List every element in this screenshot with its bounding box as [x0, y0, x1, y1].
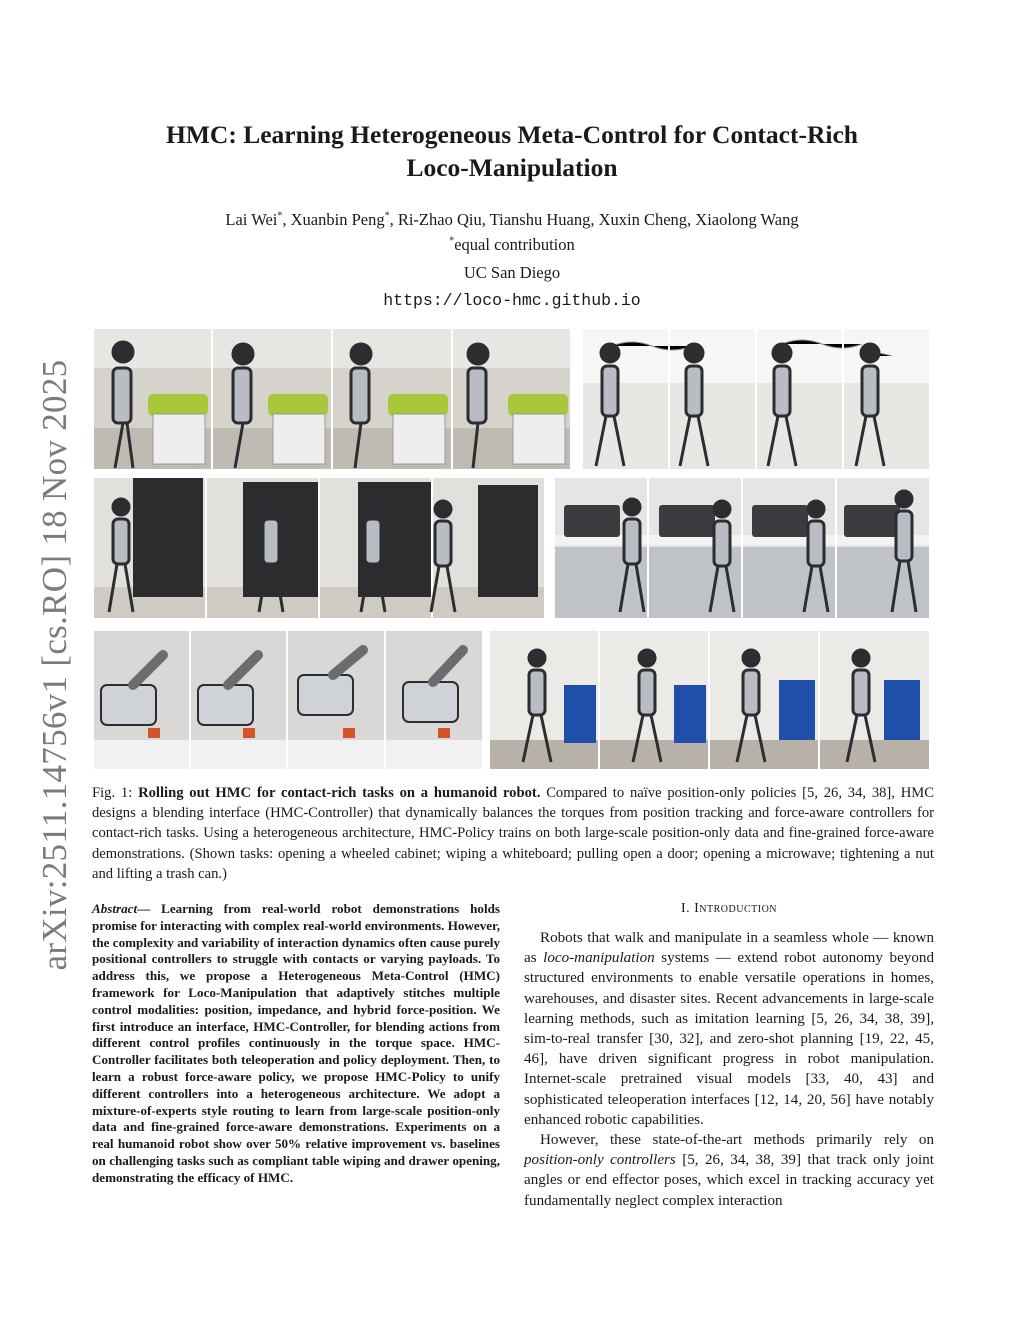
figure-panel-trash-can	[489, 630, 930, 770]
p2-after: [5, 26, 34, 38, 39] that track only joint angles or end effector poses, which excel in tracking accuracy yet fundamentally neglect complex interaction	[524, 1152, 934, 1209]
intro-paragraph-2	[524, 1130, 934, 1211]
intro-paragraph-1	[524, 928, 934, 1130]
introduction-body	[524, 928, 934, 1211]
caption-text: Compared to naïve position-only policies [5, 26, 34, 38], HMC designs a blending interface (HMC-Controller) that dynamically balances the torques from position tracking and force-aware controllers for contact-rich tasks. Using a heterogeneous architecture, HMC-Policy trains on both large-scale position-only data and fine-grained force-aware demonstrations. (Shown tasks: opening a wheeled cabinet; wiping a whiteboard; pulling open a door; opening a microwave; tightening a nut and lifting a trash can.)	[92, 785, 934, 882]
author-2: Xuanbin Peng	[290, 210, 385, 229]
figure-panel-cabinet	[93, 328, 571, 470]
project-url-link[interactable]: https://loco-hmc.github.io	[383, 291, 641, 310]
equal-mark-1: *	[277, 210, 283, 222]
equal-contribution-text: equal contribution	[454, 235, 575, 254]
paper-title	[100, 118, 924, 184]
figure-caption	[92, 783, 934, 884]
author-1: Lai Wei	[225, 210, 278, 229]
caption-bold: Rolling out HMC for contact-rich tasks on a humanoid robot.	[138, 785, 541, 801]
author-list: Lai Wei*, Xuanbin Peng*, Ri-Zhao Qiu, Tianshu Huang, Xuxin Cheng, Xiaolong Wang	[225, 210, 799, 229]
figure-panel-microwave	[554, 477, 930, 619]
equal-mark-2: *	[384, 210, 390, 222]
p1-after: systems — extend robot autonomy beyond structured environments to enable versatile operations in homes, warehouses, and disaster sites. Recent advancements in large-scale learning methods, such as imitation learning [5, 26, 34, 38, 39], sim-to-real transfer [30, 32], and zero-shot planning [19, 22, 45, 46], have driven significant progress in robot manipulation. Internet-scale pretrained visual models [33, 40, 43] and sophisticated teleoperation interfaces [12, 14, 20, 56] have notably enhanced robotic capabilities.	[524, 950, 934, 1128]
title-line-1: HMC: Learning Heterogeneous Meta-Control for Contact-Rich	[166, 120, 858, 149]
section-number: I.	[680, 901, 691, 916]
figure-panel-door	[93, 477, 545, 619]
other-authors: Ri-Zhao Qiu, Tianshu Huang, Xuxin Cheng, Xiaolong Wang	[397, 210, 799, 229]
abstract-label: Abstract	[92, 901, 138, 916]
equal-mark-3: *	[449, 235, 455, 247]
p2-before: However, these state-of-the-art methods primarily rely on	[540, 1132, 934, 1149]
abstract: Abstract— Learning from real-world robot demonstrations holds promise for interacting with complex real-world environments. However, the complexity and variability of interaction dynamics often cause purely positional controllers to struggle with contacts or varying payloads. To address this, we propose a Heterogeneous Meta-Control (HMC) framework for Loco-Manipulation that adaptively stitches multiple control modalities: position, impedance, and hybrid force-position. We first introduce an interface, HMC-Controller, for blending actions from different control profiles continuously in the torque space. HMC-Controller facilitates both teleoperation and policy deployment. Then, to learn a robust force-aware policy, we propose HMC-Policy to unify different controllers into a heterogeneous architecture. We adopt a mixture-of-experts style routing to learn from large-scale position-only data and fine-grained force-aware demonstrations. Experiments on a real humanoid robot show over 50% relative improvement vs. baselines on challenging tasks such as compliant table wiping and drawer opening, demonstrating the efficacy of HMC.	[92, 901, 500, 1185]
section-title: Introduction	[694, 901, 778, 916]
p1-before: Robots that walk and manipulate in a seamless whole — known as	[524, 930, 934, 967]
affiliation: UC San Diego	[463, 263, 561, 282]
figure-panel-nut	[93, 630, 483, 770]
equal-contribution-note	[100, 235, 924, 255]
arxiv-side-identifier: arXiv:2511.14756v1 [cs.RO] 18 Nov 2025	[35, 359, 74, 971]
title-line-2: Loco-Manipulation	[406, 153, 618, 182]
p1-italic: loco-manipulation	[543, 950, 655, 967]
caption-label: Fig. 1:	[92, 785, 133, 801]
figure-panel-whiteboard	[582, 328, 930, 470]
abstract-text: Learning from real-world robot demonstrations holds promise for interacting with complex real-world environments. However, the complexity and variability of interaction dynamics often cause purely positional controllers to struggle with contacts or varying payloads. To address this, we propose a Heterogeneous Meta-Control (HMC) framework for Loco-Manipulation that adaptively stitches multiple control modalities: position, impedance, and hybrid force-position. We first introduce an interface, HMC-Controller, for blending actions from different control profiles continuously in the torque space. HMC-Controller facilitates both teleoperation and policy deployment. Then, to learn a robust force-aware policy, we propose HMC-Policy to unify different controllers into a heterogeneous architecture. We adopt a mixture-of-experts style routing to learn from large-scale position-only data and fine-grained force-aware demonstrations. Experiments on a real humanoid robot show over 50% relative improvement vs. baselines on challenging tasks such as compliant table wiping and drawer opening, demonstrating the efficacy of HMC.	[92, 901, 500, 1185]
p2-italic: position-only controllers	[524, 1152, 676, 1169]
section-heading	[524, 901, 934, 917]
